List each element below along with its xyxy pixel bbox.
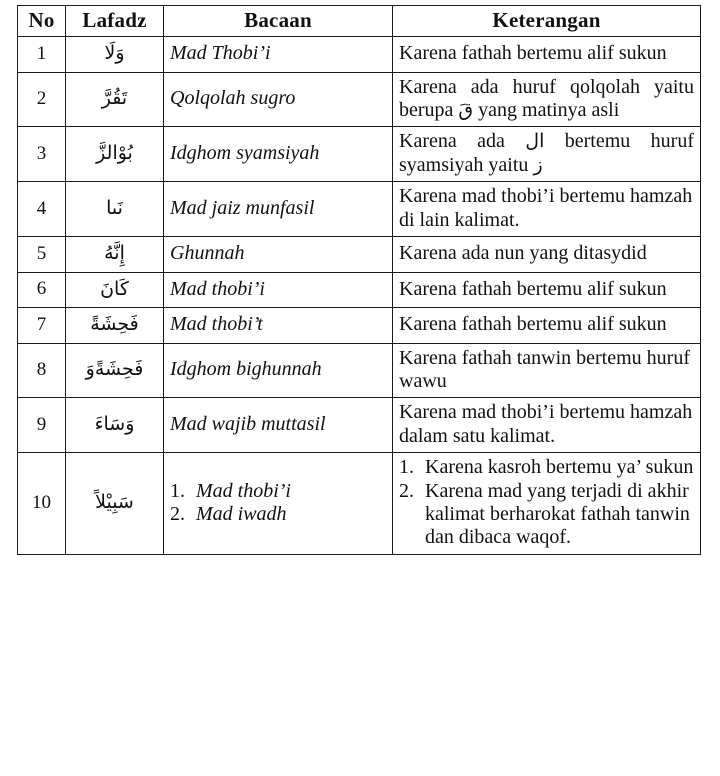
list-item-label: Karena kasroh bertemu ya’ sukun [425, 456, 694, 479]
cell-no: 9 [18, 398, 66, 453]
cell-lafadz: وَسَاءَ [66, 398, 164, 453]
list-item [399, 456, 694, 479]
cell-no: 1 [18, 37, 66, 73]
table-body [18, 37, 701, 555]
cell-lafadz: بُوْالزَّ [66, 127, 164, 182]
cell-keterangan: Karena fathah tanwin bertemu huruf wawu [393, 343, 701, 398]
cell-lafadz: كَانَ [66, 272, 164, 308]
cell-lafadz: فَحِشَةً [66, 308, 164, 344]
list-item-number: 1. [170, 479, 185, 502]
cell-no: 5 [18, 236, 66, 272]
cell-bacaan: Mad jaiz munfasil [164, 182, 393, 237]
keterangan-text-before: Karena ada huruf qolqolah yaitu berupa [399, 75, 694, 122]
header-row [18, 6, 701, 37]
keterangan-list [399, 456, 694, 550]
list-item-number: 2. [399, 479, 414, 502]
column-header-keterangan: Keterangan [393, 6, 701, 37]
keterangan-text-after: yang matinya asli [473, 99, 620, 122]
cell-keterangan: Karena ada nun yang ditasydid [393, 236, 701, 272]
cell-bacaan: Idghom bighunnah [164, 343, 393, 398]
tajwid-table [17, 5, 701, 555]
cell-keterangan: Karena fathah bertemu alif sukun [393, 272, 701, 308]
cell-lafadz: نَىا [66, 182, 164, 237]
cell-bacaan: Ghunnah [164, 236, 393, 272]
cell-no: 3 [18, 127, 66, 182]
table-row [18, 308, 701, 344]
list-item [399, 480, 694, 550]
list-item-label: Mad thobi’i [196, 479, 291, 502]
cell-keterangan [393, 127, 701, 182]
table-row [18, 127, 701, 182]
cell-bacaan: Mad wajib muttasil [164, 398, 393, 453]
cell-keterangan: Karena fathah bertemu alif sukun [393, 308, 701, 344]
cell-keterangan: Karena mad thobi’i bertemu hamzah di lain kalimat. [393, 182, 701, 237]
cell-lafadz: تَقُرَّ [66, 72, 164, 127]
arabic-glyph-qaf: قَ [458, 99, 474, 122]
cell-no: 7 [18, 308, 66, 344]
list-item [170, 480, 386, 503]
cell-bacaan: Idghom syamsiyah [164, 127, 393, 182]
table-row [18, 398, 701, 453]
cell-keterangan: Karena fathah bertemu alif sukun [393, 37, 701, 73]
keterangan-text-after: bertemu huruf syamsiyah yaitu [399, 130, 694, 176]
arabic-glyph-alif-lam: ال [525, 130, 545, 153]
list-item-number: 2. [170, 502, 185, 525]
table-row [18, 453, 701, 555]
keterangan-text-before: Karena ada [399, 130, 526, 153]
cell-bacaan [164, 453, 393, 555]
cell-keterangan [393, 453, 701, 555]
list-item [170, 503, 386, 526]
cell-no: 4 [18, 182, 66, 237]
table-row [18, 37, 701, 73]
list-item-label: Mad iwadh [196, 502, 287, 525]
cell-lafadz: وَلَا [66, 37, 164, 73]
table-header [18, 6, 701, 37]
cell-bacaan: Mad thobi’i [164, 272, 393, 308]
cell-lafadz: فَحِشَةًوَ [66, 343, 164, 398]
column-header-no: No [18, 6, 66, 37]
cell-no: 10 [18, 453, 66, 555]
column-header-lafadz: Lafadz [66, 6, 164, 37]
cell-lafadz: إِنَّهُ [66, 236, 164, 272]
cell-bacaan: Mad Thobi’i [164, 37, 393, 73]
cell-bacaan: Mad thobi’t [164, 308, 393, 344]
column-header-bacaan: Bacaan [164, 6, 393, 37]
cell-bacaan: Qolqolah sugro [164, 72, 393, 127]
table-row [18, 72, 701, 127]
table-row [18, 272, 701, 308]
cell-no: 8 [18, 343, 66, 398]
cell-no: 2 [18, 72, 66, 127]
list-item-number: 1. [399, 456, 414, 479]
list-item-label: Karena mad yang terjadi di akhir kalimat berharokat fathah tanwin dan dibaca waqof. [425, 479, 690, 549]
cell-no: 6 [18, 272, 66, 308]
table-row [18, 182, 701, 237]
cell-keterangan: Karena mad thobi’i bertemu hamzah dalam satu kalimat. [393, 398, 701, 453]
bacaan-list [170, 480, 386, 527]
cell-keterangan [393, 72, 701, 127]
cell-lafadz: سَبِيْلاً [66, 453, 164, 555]
arabic-glyph-zay: ز [533, 153, 543, 176]
table-row [18, 236, 701, 272]
table-row [18, 343, 701, 398]
